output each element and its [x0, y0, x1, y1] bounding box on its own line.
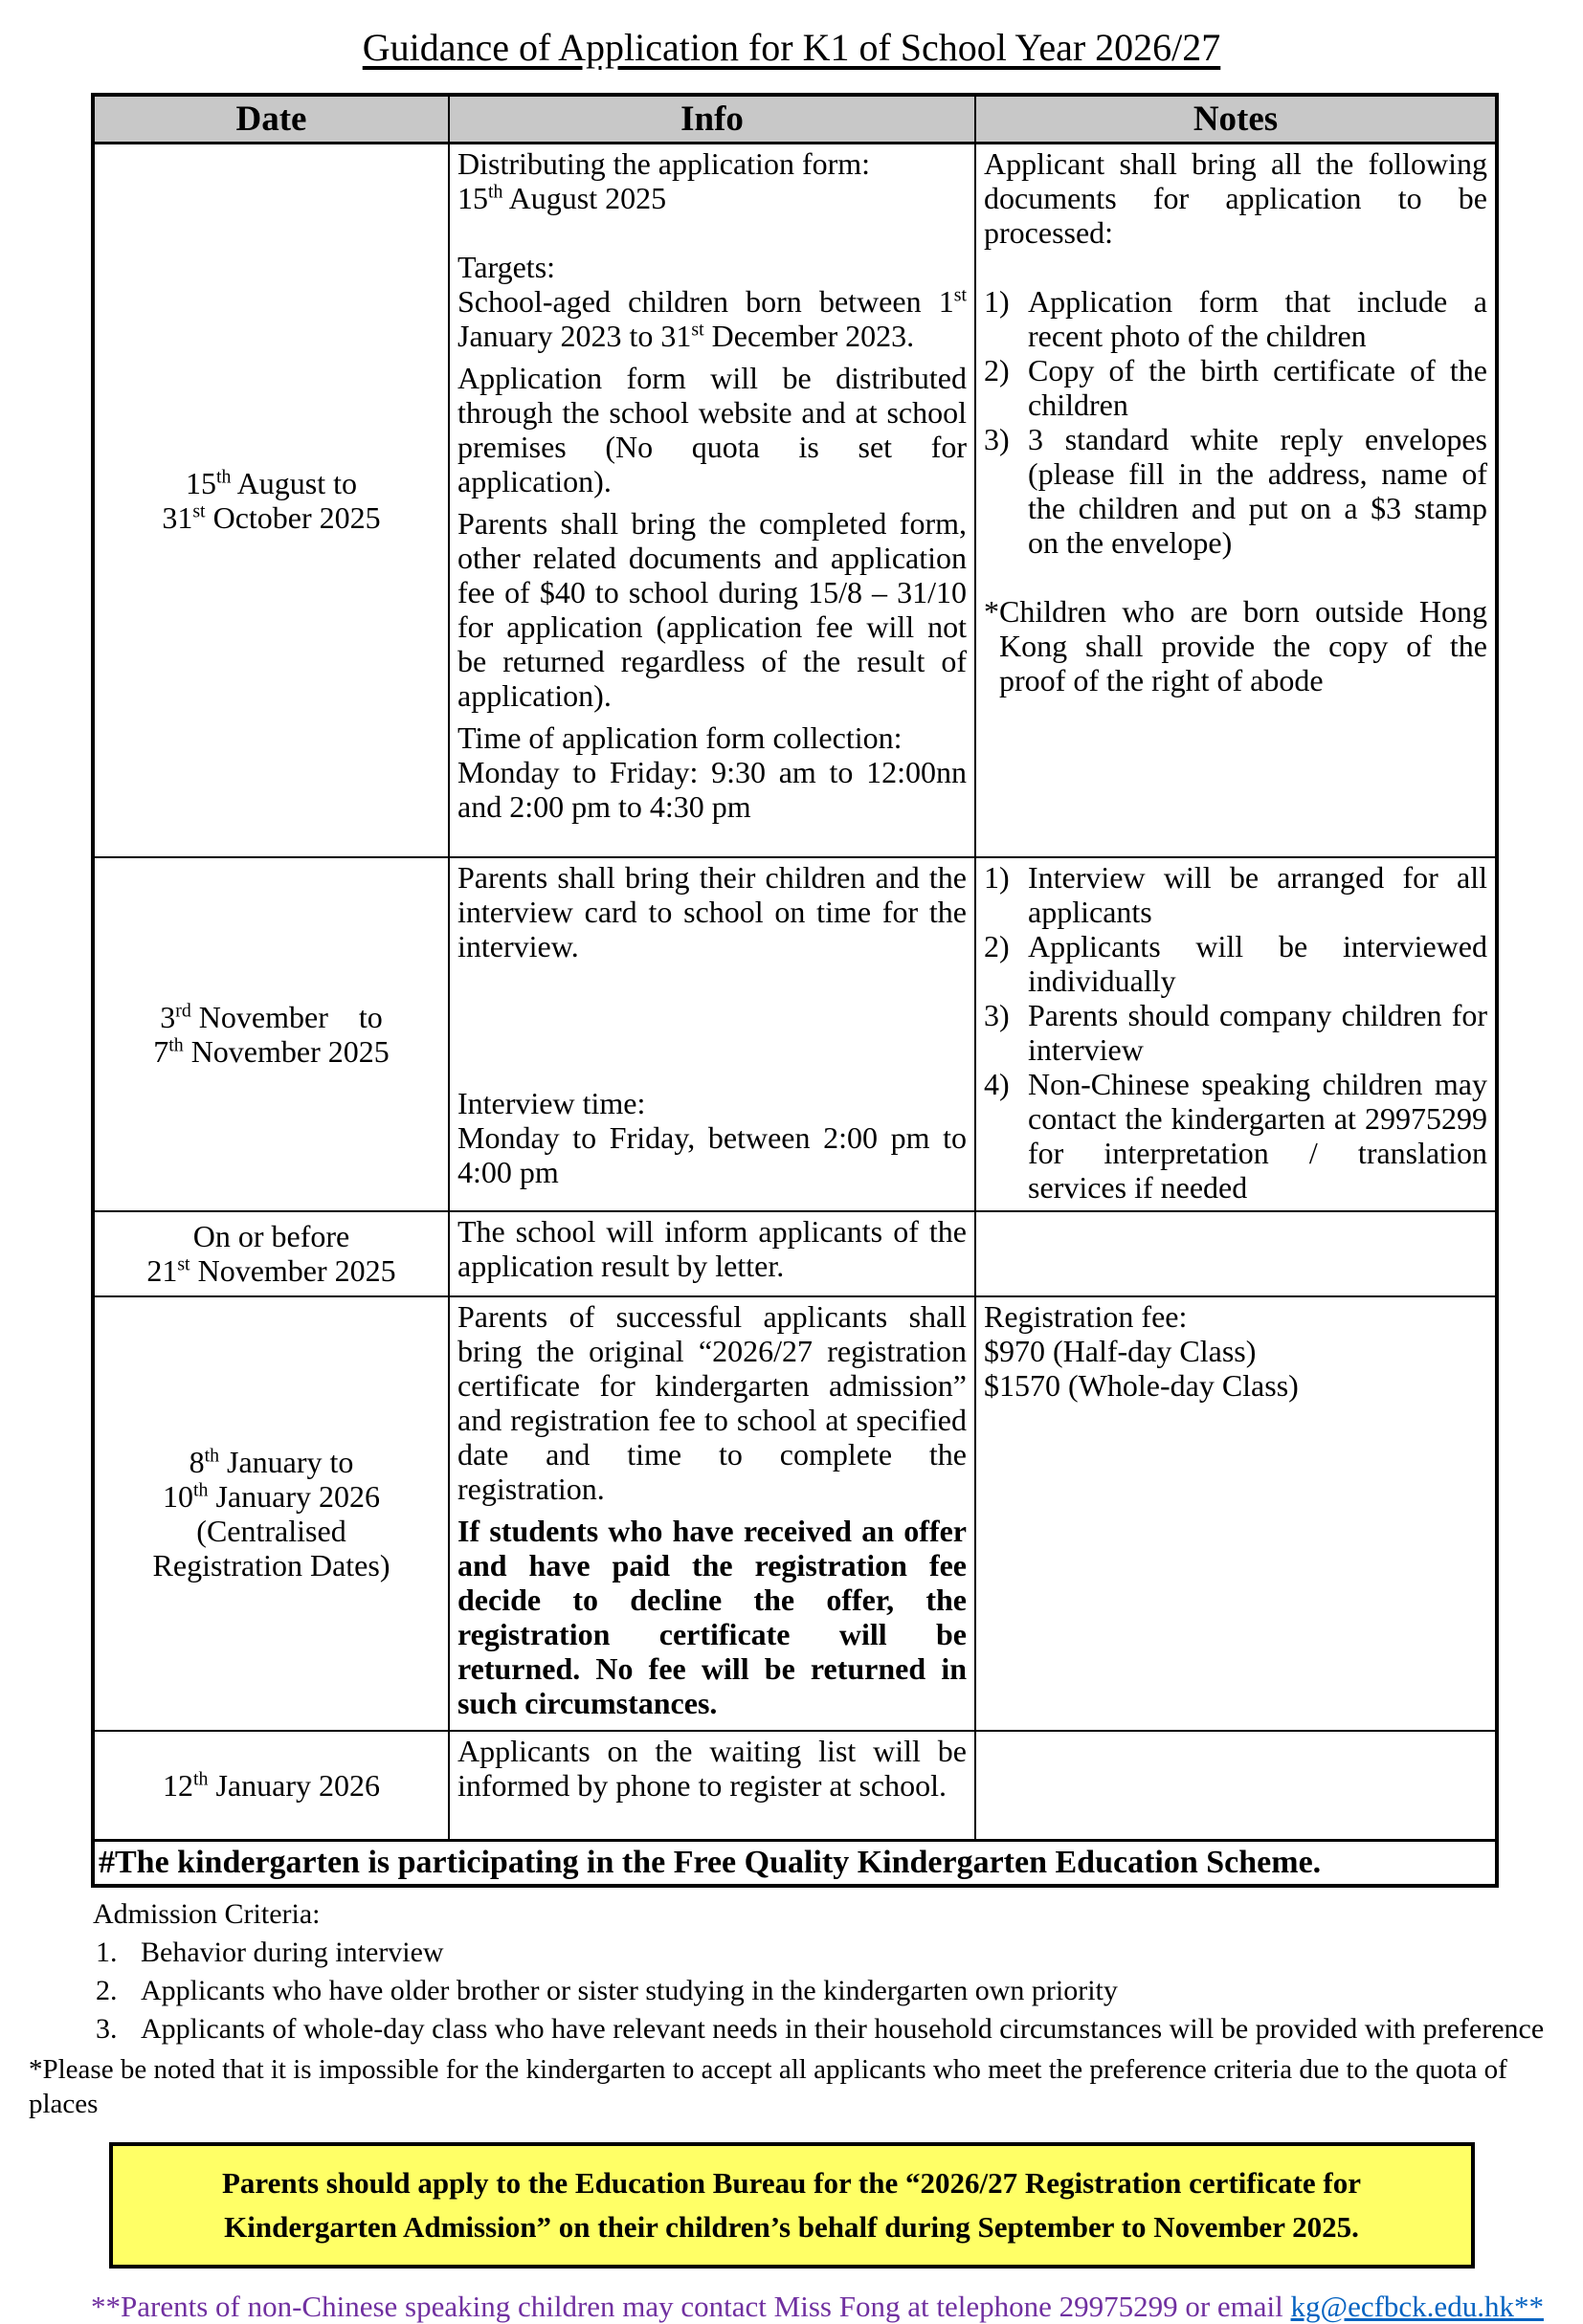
page-title: Guidance of Application for K1 of School Year 2026/27	[362, 26, 1221, 69]
table-row-result	[93, 1211, 1497, 1296]
notes-footnote: *Children who are born outside Hong Kong shall provide the copy of the proof of the right of abode	[984, 594, 1487, 697]
date-cell: 12th January 2026	[93, 1731, 449, 1841]
registration-notice-box	[109, 2142, 1475, 2269]
item-number: 1.	[96, 1937, 118, 1968]
info-cell	[449, 1211, 975, 1296]
date-cell: 15th August to 31st October 2025	[93, 144, 449, 857]
info-cell	[449, 144, 975, 857]
table-row-interview	[93, 857, 1497, 1211]
item-text: Applicants who have older brother or sister studying in the kindergarten own priority	[141, 1975, 1118, 2006]
item-number: 3)	[984, 997, 1010, 1032]
info-paragraph: Targets: School-aged children born between 1st January 2023 to 31st December 2023.	[457, 250, 967, 353]
admission-criteria-section	[0, 1897, 1583, 2121]
admission-item	[96, 1974, 1583, 2008]
item-text: Parents should company children for interview	[1028, 997, 1487, 1067]
date-cell: On or before 21st November 2025	[93, 1211, 449, 1296]
contact-note-text: **Parents of non-Chinese speaking children may contact Miss Fong at telephone 29975299 or email	[91, 2290, 1291, 2323]
item-number: 1)	[984, 284, 1010, 319]
item-number: 4)	[984, 1066, 1010, 1101]
info-paragraph: Parents shall bring the completed form, other related documents and application fee of $40 to school during 15/8 – 31/10 for application (application fee will not be returned regardless of the result of application).	[457, 506, 967, 713]
item-text: 3 standard white reply envelopes (please fill in the address, name of the children and put on a $3 stamp on the envelope)	[1028, 422, 1487, 560]
application-schedule-table	[91, 93, 1499, 1888]
contact-note-suffix: **	[1513, 2290, 1544, 2323]
col-header-info: Info	[449, 95, 975, 144]
table-row-distribution	[93, 144, 1497, 857]
info-paragraph: The school will inform applicants of the application result by letter.	[457, 1213, 967, 1283]
item-text: Applicants of whole-day class who have relevant needs in their household circumstances will be provided with preference	[141, 2013, 1545, 2045]
registration-notice-text: Parents should apply to the Education Bureau for the “2026/27 Registration certificate for Kindergarten Admission” on their children’s behalf during September to November 2025.	[222, 2166, 1361, 2244]
quota-note: *Please be noted that it is impossible for the kindergarten to accept all applicants who meet the preference criteria due to the quota of places	[29, 2054, 1507, 2119]
email-link[interactable]: kg@ecfbck.edu.hk	[1290, 2290, 1514, 2323]
notes-list-item	[984, 422, 1487, 560]
date-cell: 8th January to 10th January 2026 (Centralised Registration Dates)	[93, 1296, 449, 1731]
notes-cell-empty	[975, 1211, 1497, 1296]
info-paragraph: Applicants on the waiting list will be informed by phone to register at school.	[457, 1733, 967, 1803]
col-header-date: Date	[93, 95, 449, 144]
notes-cell	[975, 1296, 1497, 1731]
col-header-notes: Notes	[975, 95, 1497, 144]
item-text: Interview will be arranged for all applicants	[1028, 859, 1487, 929]
notes-list-item	[984, 998, 1487, 1067]
notes-intro: Applicant shall bring all the following documents for application to be processed:	[984, 146, 1487, 250]
info-paragraph: Parents shall bring their children and the interview card to school on time for the interview.	[457, 859, 967, 963]
info-cell	[449, 1731, 975, 1841]
admission-item	[96, 2012, 1583, 2047]
info-paragraph: Distributing the application form: 15th August 2025	[457, 146, 871, 215]
item-text: Application form that include a recent photo of the children	[1028, 284, 1487, 353]
table-footer-row	[93, 1841, 1497, 1887]
notes-list-item	[984, 1067, 1487, 1205]
contact-note	[91, 2290, 1583, 2324]
info-cell	[449, 1296, 975, 1731]
date-cell: 3rd November to 7th November 2025	[93, 857, 449, 1211]
item-number: 2)	[984, 928, 1010, 963]
header-row	[93, 95, 1497, 144]
admission-heading: Admission Criteria:	[93, 1898, 321, 1930]
admission-item	[96, 1936, 1583, 1970]
item-number: 1)	[984, 859, 1010, 895]
item-number: 3)	[984, 422, 1010, 456]
item-number: 2)	[984, 353, 1010, 387]
item-number: 3.	[96, 2013, 118, 2045]
notes-cell	[975, 144, 1497, 857]
info-paragraph: Application form will be distributed through the school website and at school premises (No quota is set for application).	[457, 361, 967, 498]
table-row-registration	[93, 1296, 1497, 1731]
item-text: Copy of the birth certificate of the children	[1028, 353, 1487, 422]
notes-list-item	[984, 860, 1487, 929]
info-cell	[449, 857, 975, 1211]
info-paragraph: Time of application form collection: Monday to Friday: 9:30 am to 12:00nn and 2:00 pm to 4:30 pm	[457, 720, 967, 824]
item-number: 2.	[96, 1975, 118, 2006]
item-text: Non-Chinese speaking children may contact the kindergarten at 29975299 for interpretation / translation services if needed	[1028, 1066, 1487, 1205]
notes-list-item	[984, 284, 1487, 353]
notes-list-item	[984, 929, 1487, 998]
item-text: Behavior during interview	[141, 1937, 444, 1968]
notes-fee: Registration fee: $970 (Half-day Class) $1570 (Whole-day Class)	[984, 1298, 1299, 1403]
info-paragraph: Interview time: Monday to Friday, between 2:00 pm to 4:00 pm	[457, 1085, 967, 1189]
notes-cell-empty	[975, 1731, 1497, 1841]
info-paragraph-bold: If students who have received an offer and have paid the registration fee decide to decline the offer, the registration certificate will be returned. No fee will be returned in such circumstances.	[457, 1513, 967, 1720]
scheme-note: #The kindergarten is participating in the Free Quality Kindergarten Education Scheme.	[93, 1841, 1497, 1887]
notes-list-item	[984, 353, 1487, 422]
item-text: Applicants will be interviewed individually	[1028, 928, 1487, 998]
info-paragraph: Parents of successful applicants shall bring the original “2026/27 registration certificate for kindergarten admission” and registration fee to school at specified date and time to complete the registration.	[457, 1298, 967, 1506]
notes-cell	[975, 857, 1497, 1211]
table-row-waiting-list	[93, 1731, 1497, 1841]
